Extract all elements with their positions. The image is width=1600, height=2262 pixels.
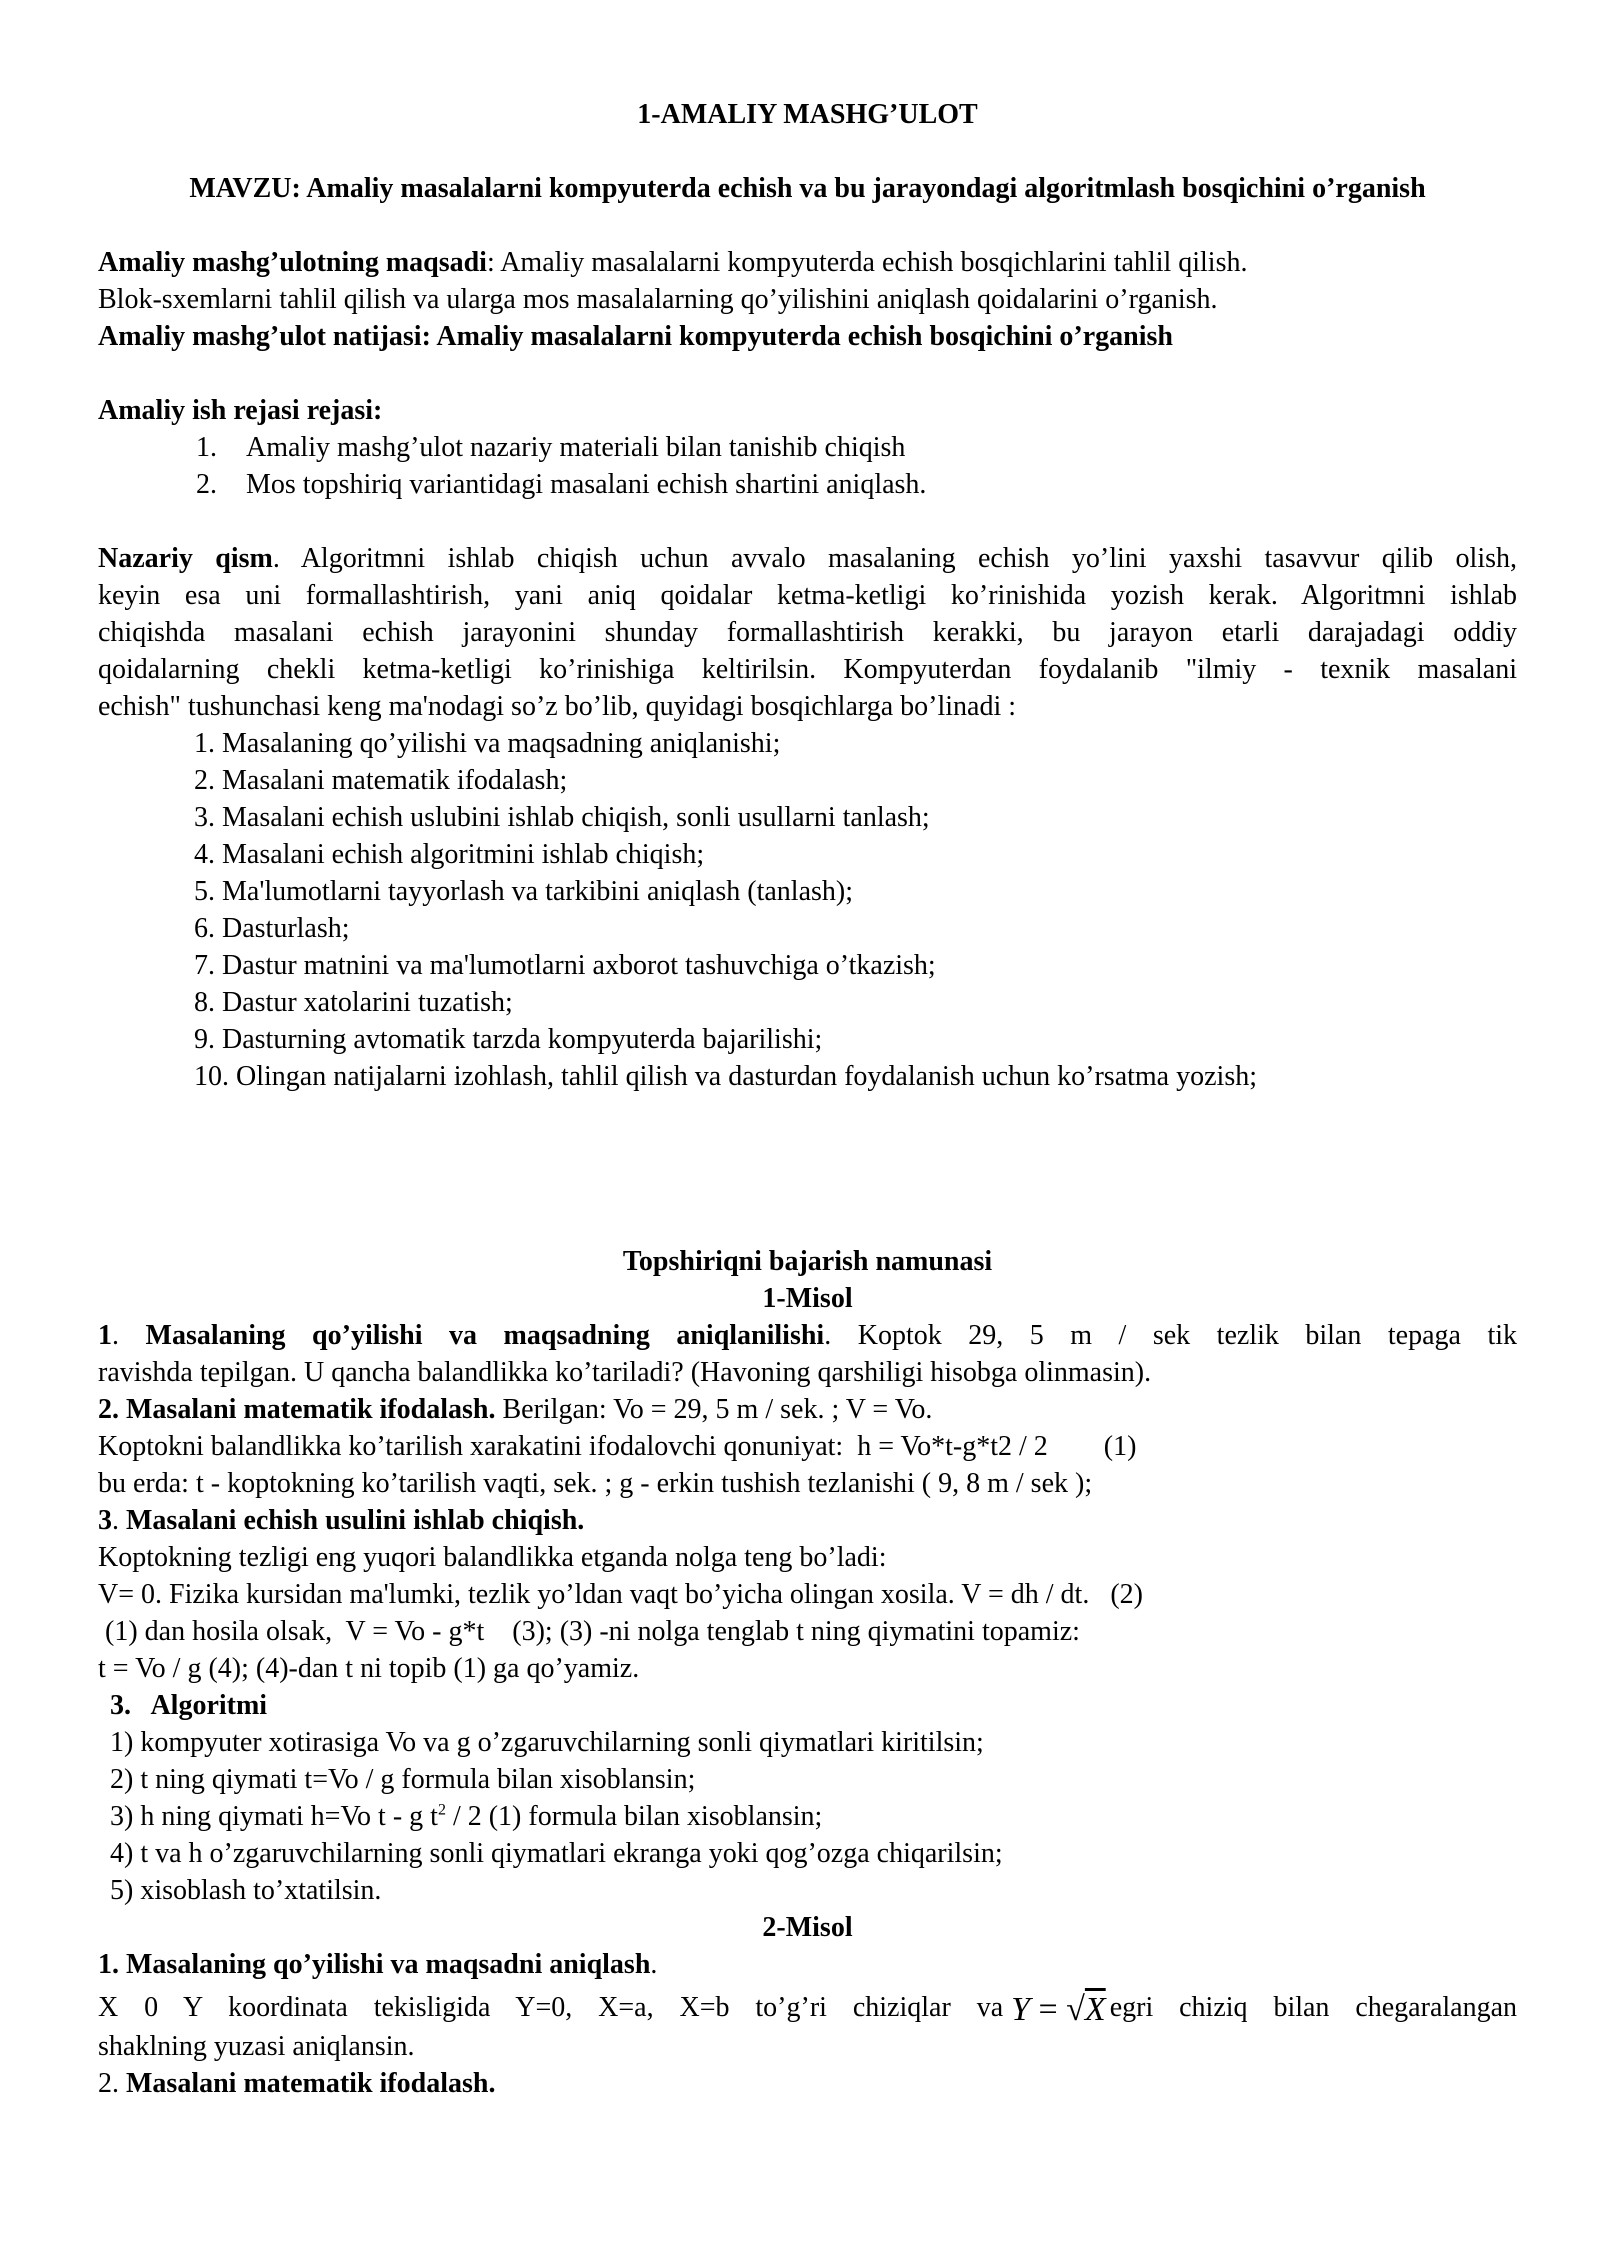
stage-item: 8. Dastur xatolarini tuzatish; — [194, 987, 513, 1018]
plan-item — [196, 466, 1517, 503]
example-1-title: 1-Misol — [762, 1283, 853, 1314]
example-2-step-2: 2. Masalani matematik ifodalash. — [98, 2068, 496, 2099]
stage-item: 2. Masalani matematik ifodalash; — [194, 765, 568, 796]
algorithm-item: 5) xisoblash to’xtatilsin. — [110, 1875, 382, 1906]
theory-line: chiqishda masalani echish jarayonini shunday formallashtirish kerakki, bu jarayon etarli darajadagi oddiy — [98, 617, 1517, 648]
example-1-step-3-line: V= 0. Fizika kursidan ma'lumki, tezlik yo’ldan vaqt bo’yicha olingan xosila. V = dh / dt. (2) — [98, 1579, 1143, 1610]
plan-item-text: Mos topshiriq variantidagi masalani echish shartini aniqlash. — [246, 469, 927, 500]
stage-item: 4. Masalani echish algoritmini ishlab chiqish; — [194, 839, 705, 870]
example-1-step-3-line: Koptokning tezligi eng yuqori balandlikka etganda nolga teng bo’ladi: — [98, 1542, 887, 1573]
goal-text-line2: Blok-sxemlarni tahlil qilish va ularga mos masalalarning qo’yilishini aniqlash qoidalarini o’rganish. — [98, 284, 1218, 315]
theory-line: qoidalarning chekli ketma-ketligi ko’rinishiga keltirilsin. Kompyuterdan foydalanib "ilmiy - texnik masalani — [98, 654, 1517, 685]
plan-item-text: Amaliy mashg’ulot nazariy materiali bilan tanishib chiqish — [246, 432, 906, 463]
algorithm-item: 3) h ning qiymati h=Vo t - g $t^2 / 2$ (1) formula bilan xisoblansin; — [110, 1801, 823, 1832]
goal-text: : Amaliy masalalarni kompyuterda echish bosqichlarini tahlil qilish. — [486, 247, 1248, 278]
plan-list — [98, 429, 1517, 503]
stage-item: 1. Masalaning qo’yilishi va maqsadning aniqlanishi; — [194, 728, 781, 759]
example-2-condition-line2: shaklning yuzasi aniqlansin. — [98, 2031, 415, 2062]
example-2-title: 2-Misol — [762, 1912, 853, 1943]
example-1-step-1: 1. Masalaning qo’yilishi va maqsadning aniqlanilishi. Koptok 29, 5 m / sek tezlik bilan tepaga tik — [98, 1320, 1517, 1351]
example-1-step-3-line: (1) dan hosila olsak, V = Vo - g*t (3); (3) -ni nolga tenglab t ning qiymatini topamiz: — [98, 1616, 1080, 1647]
example-1-step-3-line: t = Vo / g (4); (4)-dan t ni topib (1) ga qo’yamiz. — [98, 1653, 640, 1684]
stage-item: 9. Dasturning avtomatik tarzda kompyuterda bajarilishi; — [194, 1024, 823, 1055]
plan-item-number: 1. — [196, 432, 217, 463]
stage-item: 6. Dasturlash; — [194, 913, 350, 944]
algorithm-heading: 3. Algoritmi — [110, 1690, 268, 1721]
example-2-condition: X 0 Y koordinata tekisligida Y=0, X=a, X=b to’g’ri chiziqlar va Y = √X egri chiziq bilan chegaralangan — [98, 1991, 1518, 2028]
stage-item: 5. Ma'lumotlarni tayyorlash va tarkibini aniqlash (tanlash); — [194, 876, 853, 907]
goal-paragraph — [98, 244, 1517, 281]
example-1-step-1-line2: ravishda tepilgan. U qancha balandlikka ko’tariladi? (Havoning qarshiligi hisobga olinmasin). — [98, 1357, 1152, 1388]
example-1-definitions: bu erda: t - koptokning ko’tarilish vaqti, sek. ; g - erkin tushish tezlanishi ( 9, 8 m / sek ); — [98, 1468, 1093, 1499]
sqrt-formula: Y = √X — [1011, 1991, 1106, 2028]
theory-line: keyin esa uni formallashtirish, yani aniq qoidalar ketma-ketligi ko’rinishida yozish kerak. Algoritmni ishlab — [98, 580, 1517, 611]
example-1-formula-line: Koptokni balandlikka ko’tarilish xarakatini ifodalovchi qonuniyat: h = Vo*t-g*t2 / 2 (1) — [98, 1431, 1137, 1462]
stage-item: 10. Olingan natijalarni izohlash, tahlil qilish va dasturdan foydalanish uchun ko’rsatma yozish; — [194, 1061, 1257, 1092]
example-section — [98, 1243, 1517, 2102]
result-statement: Amaliy mashg’ulot natijasi: Amaliy masalalarni kompyuterda echish bosqichini o’rganish — [98, 321, 1174, 352]
algorithm-list — [98, 1724, 1517, 1909]
stage-item: 7. Dastur matnini va ma'lumotlarni axborot tashuvchiga o’tkazish; — [194, 950, 936, 981]
plan-item — [196, 429, 1517, 466]
algorithm-item: 4) t va h o’zgaruvchilarning sonli qiymatlari ekranga yoki qog’ozga chiqarilsin; — [110, 1838, 1003, 1869]
example-1-step-2: 2. Masalani matematik ifodalash. Berilgan: Vo = 29, 5 m / sek. ; V = Vo. — [98, 1394, 933, 1425]
theory-line: Nazariy qism. Algoritmni ishlab chiqish uchun avvalo masalaning echish yo’lini yaxshi tasavvur qilib olish, — [98, 543, 1517, 574]
page-title: 1-AMALIY MASHG’ULOT — [637, 99, 978, 130]
theory-line: echish" tushunchasi keng ma'nodagi so’z bo’lib, quyidagi bosqichlarga bo’linadi : — [98, 691, 1016, 722]
stages-list — [98, 725, 1517, 1095]
example-heading: Topshiriqni bajarish namunasi — [622, 1246, 993, 1277]
plan-heading: Amaliy ish rejasi rejasi: — [98, 395, 383, 426]
algorithm-item: 2) t ning qiymati t=Vo / g formula bilan xisoblansin; — [110, 1764, 696, 1795]
document-page — [98, 96, 1517, 2102]
goal-label: Amaliy mashg’ulotning maqsadi — [98, 247, 487, 278]
example-1-step-3: 3. Masalani echish usulini ishlab chiqish. — [98, 1505, 585, 1536]
sqrt-sign: √ — [1066, 1991, 1085, 2028]
theory-label: Nazariy qism — [98, 543, 273, 574]
example-2-step-1: 1. Masalaning qo’yilishi va maqsadni aniqlash. — [98, 1949, 658, 1980]
plan-item-number: 2. — [196, 469, 217, 500]
theory-section — [98, 540, 1517, 1095]
algorithm-item: 1) kompyuter xotirasiga Vo va g o’zgaruvchilarning sonli qiymatlari kiritilsin; — [110, 1727, 984, 1758]
stage-item: 3. Masalani echish uslubini ishlab chiqish, sonli usullarni tanlash; — [194, 802, 930, 833]
topic-heading: MAVZU: Amaliy masalalarni kompyuterda echish va bu jarayondagi algoritmlash bosqichini o’rganish — [189, 173, 1426, 204]
